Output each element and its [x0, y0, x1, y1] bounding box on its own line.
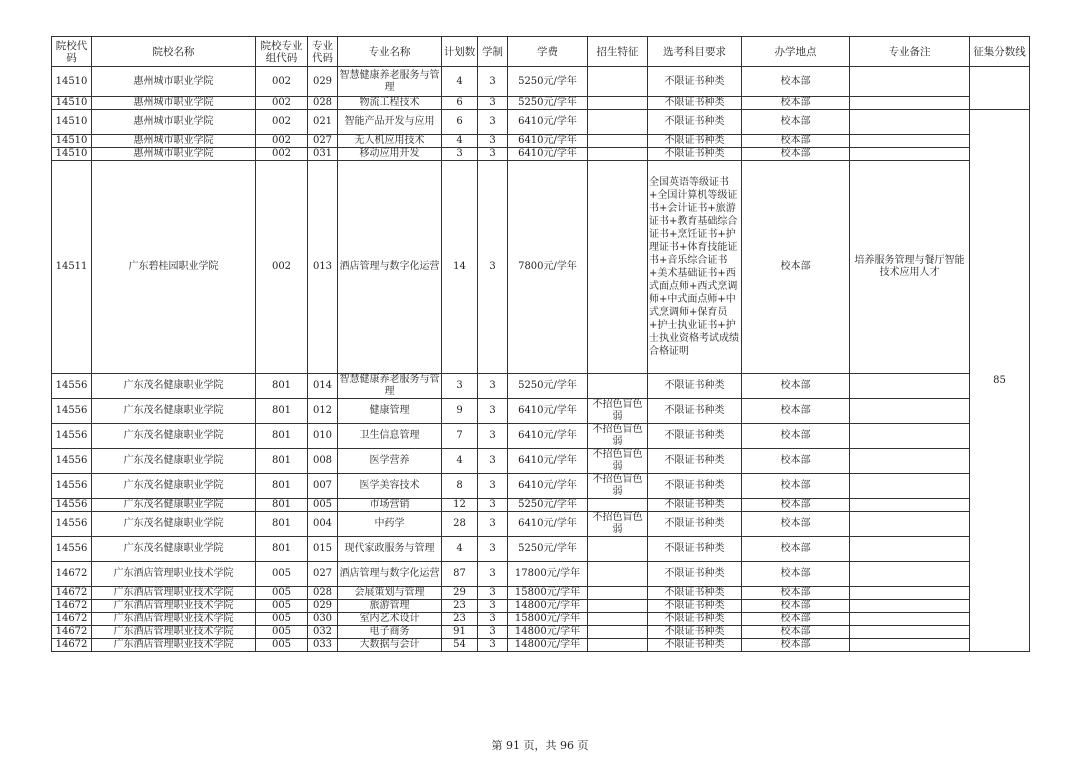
fee-cell: 5250元/学年 — [508, 97, 588, 110]
table-row — [52, 512, 1030, 537]
major-code-cell: 028 — [308, 97, 338, 110]
major-code-cell: 008 — [308, 449, 338, 474]
school-code-cell: 14556 — [52, 449, 92, 474]
major-code-cell: 029 — [308, 67, 338, 97]
header-cell: 学费 — [508, 37, 588, 67]
school-name-cell: 惠州城市职业学院 — [92, 135, 256, 148]
major-name-cell: 市场营销 — [338, 499, 442, 512]
school-code-cell: 14556 — [52, 374, 92, 399]
group-code-cell: 005 — [256, 626, 308, 639]
fee-cell: 6410元/学年 — [508, 399, 588, 424]
years-cell: 3 — [478, 67, 508, 97]
fee-cell: 6410元/学年 — [508, 110, 588, 135]
note-cell — [850, 587, 970, 600]
requirement-cell: 不限证书种类 — [648, 110, 742, 135]
feature-cell — [588, 587, 648, 600]
school-code-cell: 14556 — [52, 499, 92, 512]
requirement-cell: 不限证书种类 — [648, 67, 742, 97]
plan-cell: 4 — [442, 537, 478, 562]
major-name-cell: 无人机应用技术 — [338, 135, 442, 148]
fee-cell: 6410元/学年 — [508, 148, 588, 161]
header-cell: 专业备注 — [850, 37, 970, 67]
years-cell: 3 — [478, 562, 508, 587]
admission-table — [51, 36, 1030, 652]
requirement-cell: 不限证书种类 — [648, 474, 742, 499]
major-code-cell: 030 — [308, 613, 338, 626]
feature-cell: 不招色盲色弱 — [588, 512, 648, 537]
feature-cell — [588, 67, 648, 97]
group-code-cell: 005 — [256, 587, 308, 600]
group-code-cell: 005 — [256, 613, 308, 626]
plan-cell: 6 — [442, 97, 478, 110]
plan-cell: 12 — [442, 499, 478, 512]
major-code-cell: 027 — [308, 135, 338, 148]
major-code-cell: 010 — [308, 424, 338, 449]
fee-cell: 6410元/学年 — [508, 512, 588, 537]
fee-cell: 5250元/学年 — [508, 499, 588, 512]
school-code-cell: 14556 — [52, 399, 92, 424]
header-cell: 征集分数线 — [970, 37, 1030, 67]
table-row — [52, 97, 1030, 110]
major-code-cell: 028 — [308, 587, 338, 600]
years-cell: 3 — [478, 135, 508, 148]
school-name-cell: 广东茂名健康职业学院 — [92, 399, 256, 424]
feature-cell — [588, 562, 648, 587]
major-name-cell: 旅游管理 — [338, 600, 442, 613]
school-code-cell: 14556 — [52, 474, 92, 499]
major-code-cell: 004 — [308, 512, 338, 537]
feature-cell: 不招色盲色弱 — [588, 449, 648, 474]
table-row — [52, 537, 1030, 562]
location-cell: 校本部 — [742, 161, 850, 374]
requirement-cell: 不限证书种类 — [648, 613, 742, 626]
group-code-cell: 801 — [256, 424, 308, 449]
group-code-cell: 005 — [256, 639, 308, 652]
location-cell: 校本部 — [742, 499, 850, 512]
plan-cell: 29 — [442, 587, 478, 600]
plan-cell: 4 — [442, 135, 478, 148]
years-cell: 3 — [478, 512, 508, 537]
plan-cell: 4 — [442, 449, 478, 474]
feature-cell: 不招色盲色弱 — [588, 474, 648, 499]
group-code-cell: 005 — [256, 600, 308, 613]
major-name-cell: 酒店管理与数字化运营 — [338, 562, 442, 587]
fee-cell: 6410元/学年 — [508, 135, 588, 148]
school-code-cell: 14511 — [52, 161, 92, 374]
group-code-cell: 005 — [256, 562, 308, 587]
school-name-cell: 广东碧桂园职业学院 — [92, 161, 256, 374]
major-name-cell: 会展策划与管理 — [338, 587, 442, 600]
requirement-cell: 不限证书种类 — [648, 537, 742, 562]
school-code-cell: 14510 — [52, 110, 92, 135]
feature-cell — [588, 600, 648, 613]
fee-cell: 14800元/学年 — [508, 600, 588, 613]
note-cell — [850, 67, 970, 97]
requirement-cell: 不限证书种类 — [648, 97, 742, 110]
requirement-cell: 不限证书种类 — [648, 587, 742, 600]
feature-cell — [588, 161, 648, 374]
group-code-cell: 002 — [256, 161, 308, 374]
location-cell: 校本部 — [742, 626, 850, 639]
location-cell: 校本部 — [742, 374, 850, 399]
school-name-cell: 广东酒店管理职业技术学院 — [92, 600, 256, 613]
plan-cell: 7 — [442, 424, 478, 449]
years-cell: 3 — [478, 449, 508, 474]
years-cell: 3 — [478, 474, 508, 499]
table-row — [52, 587, 1030, 600]
table-row — [52, 161, 1030, 374]
feature-cell — [588, 374, 648, 399]
major-name-cell: 医学美容技术 — [338, 474, 442, 499]
years-cell: 3 — [478, 399, 508, 424]
major-code-cell: 027 — [308, 562, 338, 587]
fee-cell: 14800元/学年 — [508, 626, 588, 639]
group-code-cell: 801 — [256, 512, 308, 537]
group-code-cell: 801 — [256, 537, 308, 562]
page-footer: 第 91 页，共 96 页 — [491, 739, 589, 752]
school-code-cell: 14672 — [52, 562, 92, 587]
school-name-cell: 惠州城市职业学院 — [92, 67, 256, 97]
location-cell: 校本部 — [742, 449, 850, 474]
school-name-cell: 惠州城市职业学院 — [92, 148, 256, 161]
requirement-cell: 不限证书种类 — [648, 135, 742, 148]
major-code-cell: 005 — [308, 499, 338, 512]
location-cell: 校本部 — [742, 67, 850, 97]
school-name-cell: 广东茂名健康职业学院 — [92, 512, 256, 537]
fee-cell: 6410元/学年 — [508, 424, 588, 449]
table-row — [52, 600, 1030, 613]
school-name-cell: 广东酒店管理职业技术学院 — [92, 639, 256, 652]
fee-cell: 5250元/学年 — [508, 67, 588, 97]
score-line-cell-empty — [970, 67, 1030, 110]
major-code-cell: 031 — [308, 148, 338, 161]
school-code-cell: 14556 — [52, 512, 92, 537]
location-cell: 校本部 — [742, 512, 850, 537]
years-cell: 3 — [478, 613, 508, 626]
note-cell — [850, 613, 970, 626]
table-row — [52, 639, 1030, 652]
major-name-cell: 健康管理 — [338, 399, 442, 424]
requirement-cell: 不限证书种类 — [648, 512, 742, 537]
note-cell — [850, 110, 970, 135]
years-cell: 3 — [478, 374, 508, 399]
location-cell: 校本部 — [742, 562, 850, 587]
major-name-cell: 智慧健康养老服务与管理 — [339, 374, 440, 397]
table-row — [52, 474, 1030, 499]
feature-cell — [588, 613, 648, 626]
note-cell — [850, 97, 970, 110]
major-code-cell: 021 — [308, 110, 338, 135]
plan-cell: 3 — [442, 148, 478, 161]
table-row — [52, 562, 1030, 587]
plan-cell: 23 — [442, 600, 478, 613]
note-cell — [850, 562, 970, 587]
location-cell: 校本部 — [742, 613, 850, 626]
years-cell: 3 — [478, 639, 508, 652]
feature-cell — [588, 148, 648, 161]
major-name-cell: 大数据与会计 — [338, 639, 442, 652]
header-cell: 招生特征 — [588, 37, 648, 67]
table-row — [52, 399, 1030, 424]
feature-cell — [588, 97, 648, 110]
fee-cell: 6410元/学年 — [508, 449, 588, 474]
note-cell — [850, 512, 970, 537]
note-cell — [850, 135, 970, 148]
table-row — [52, 110, 1030, 135]
feature-cell — [588, 110, 648, 135]
note-cell — [850, 600, 970, 613]
note-cell — [850, 449, 970, 474]
score-line-cell: 85 — [970, 110, 1030, 652]
location-cell: 校本部 — [742, 148, 850, 161]
school-code-cell: 14672 — [52, 600, 92, 613]
fee-cell: 17800元/学年 — [508, 562, 588, 587]
school-code-cell: 14672 — [52, 613, 92, 626]
feature-cell — [588, 135, 648, 148]
major-name-cell: 卫生信息管理 — [338, 424, 442, 449]
location-cell: 校本部 — [742, 474, 850, 499]
location-cell: 校本部 — [742, 537, 850, 562]
note-cell: 培养服务管理与餐厅智能技术应用人才 — [850, 161, 970, 374]
school-code-cell: 14672 — [52, 626, 92, 639]
requirement-cell: 不限证书种类 — [648, 626, 742, 639]
note-cell — [850, 374, 970, 399]
school-name-cell: 广东茂名健康职业学院 — [92, 449, 256, 474]
feature-cell — [588, 499, 648, 512]
plan-cell: 8 — [442, 474, 478, 499]
group-code-cell: 801 — [256, 374, 308, 399]
header-cell: 院校专业组代码 — [256, 37, 308, 67]
location-cell: 校本部 — [742, 424, 850, 449]
school-name-cell: 广东酒店管理职业技术学院 — [92, 587, 256, 600]
plan-cell: 6 — [442, 110, 478, 135]
years-cell: 3 — [478, 600, 508, 613]
school-code-cell: 14672 — [52, 639, 92, 652]
admission-table-sheet — [51, 36, 1029, 719]
header-cell: 计划数 — [442, 37, 478, 67]
header-cell: 专业名称 — [338, 37, 442, 67]
school-name-cell: 广东茂名健康职业学院 — [92, 474, 256, 499]
years-cell: 3 — [478, 97, 508, 110]
major-code-cell: 012 — [308, 399, 338, 424]
note-cell — [850, 639, 970, 652]
major-name-cell: 电子商务 — [338, 626, 442, 639]
table-row — [52, 613, 1030, 626]
school-name-cell: 广东茂名健康职业学院 — [92, 374, 256, 399]
school-name-cell: 广东茂名健康职业学院 — [92, 424, 256, 449]
table-row — [52, 499, 1030, 512]
group-code-cell: 002 — [256, 135, 308, 148]
fee-cell: 15800元/学年 — [508, 613, 588, 626]
table-row — [52, 135, 1030, 148]
group-code-cell: 002 — [256, 148, 308, 161]
plan-cell: 3 — [442, 374, 478, 399]
school-name-cell: 惠州城市职业学院 — [92, 110, 256, 135]
group-code-cell: 801 — [256, 399, 308, 424]
school-code-cell: 14672 — [52, 587, 92, 600]
group-code-cell: 801 — [256, 449, 308, 474]
school-name-cell: 广东酒店管理职业技术学院 — [92, 613, 256, 626]
fee-cell: 5250元/学年 — [508, 537, 588, 562]
location-cell: 校本部 — [742, 110, 850, 135]
table-row — [52, 67, 1030, 97]
school-code-cell: 14510 — [52, 97, 92, 110]
header-row — [52, 37, 1030, 67]
years-cell: 3 — [478, 537, 508, 562]
fee-cell: 7800元/学年 — [508, 161, 588, 374]
school-code-cell: 14556 — [52, 537, 92, 562]
fee-cell: 5250元/学年 — [508, 374, 588, 399]
major-code-cell: 014 — [308, 374, 338, 399]
major-name-cell: 酒店管理与数字化运营 — [338, 161, 442, 374]
location-cell: 校本部 — [742, 97, 850, 110]
plan-cell: 14 — [442, 161, 478, 374]
years-cell: 3 — [478, 424, 508, 449]
table-row — [52, 626, 1030, 639]
group-code-cell: 002 — [256, 97, 308, 110]
major-name-cell: 现代家政服务与管理 — [338, 537, 442, 562]
school-name-cell: 广东茂名健康职业学院 — [92, 499, 256, 512]
note-cell — [850, 626, 970, 639]
major-name-cell: 物流工程技术 — [338, 97, 442, 110]
school-name-cell: 广东酒店管理职业技术学院 — [92, 562, 256, 587]
group-code-cell: 002 — [256, 67, 308, 97]
plan-cell: 4 — [442, 67, 478, 97]
feature-cell: 不招色盲色弱 — [588, 399, 648, 424]
table-row — [52, 449, 1030, 474]
major-code-cell: 015 — [308, 537, 338, 562]
table-body — [52, 67, 1030, 652]
table-row — [52, 424, 1030, 449]
header-cell: 学制 — [478, 37, 508, 67]
feature-cell — [588, 626, 648, 639]
fee-cell: 6410元/学年 — [508, 474, 588, 499]
major-code-cell: 033 — [308, 639, 338, 652]
plan-cell: 28 — [442, 512, 478, 537]
major-name-cell: 智能产品开发与应用 — [338, 110, 442, 135]
major-name-cell: 智慧健康养老服务与管理 — [338, 67, 442, 97]
header-cell: 办学地点 — [742, 37, 850, 67]
years-cell: 3 — [478, 587, 508, 600]
note-cell — [850, 424, 970, 449]
years-cell: 3 — [478, 499, 508, 512]
requirement-cell: 不限证书种类 — [648, 374, 742, 399]
school-name-cell: 广东酒店管理职业技术学院 — [92, 626, 256, 639]
school-code-cell: 14510 — [52, 67, 92, 97]
header-cell: 专业代码 — [308, 37, 338, 67]
major-name-cell: 室内艺术设计 — [338, 613, 442, 626]
requirement-cell: 不限证书种类 — [648, 562, 742, 587]
plan-cell: 23 — [442, 613, 478, 626]
header-cell: 院校名称 — [92, 37, 256, 67]
fee-cell: 15800元/学年 — [508, 587, 588, 600]
header-cell: 选考科目要求 — [648, 37, 742, 67]
note-cell — [850, 499, 970, 512]
years-cell: 3 — [478, 161, 508, 374]
feature-cell — [588, 537, 648, 562]
requirement-cell: 不限证书种类 — [648, 499, 742, 512]
fee-cell: 14800元/学年 — [508, 639, 588, 652]
table-row — [52, 148, 1030, 161]
location-cell: 校本部 — [742, 639, 850, 652]
school-code-cell: 14556 — [52, 424, 92, 449]
requirement-cell: 不限证书种类 — [648, 424, 742, 449]
requirement-cell: 不限证书种类 — [648, 399, 742, 424]
major-code-cell: 007 — [308, 474, 338, 499]
feature-cell: 不招色盲色弱 — [588, 424, 648, 449]
plan-cell: 54 — [442, 639, 478, 652]
plan-cell: 87 — [442, 562, 478, 587]
requirement-cell: 不限证书种类 — [648, 600, 742, 613]
location-cell: 校本部 — [742, 587, 850, 600]
requirement-cell: 不限证书种类 — [648, 449, 742, 474]
location-cell: 校本部 — [742, 399, 850, 424]
group-code-cell: 801 — [256, 499, 308, 512]
note-cell — [850, 537, 970, 562]
note-cell — [850, 399, 970, 424]
requirement-cell: 不限证书种类 — [648, 148, 742, 161]
major-name-cell: 医学营养 — [338, 449, 442, 474]
years-cell: 3 — [478, 626, 508, 639]
plan-cell: 91 — [442, 626, 478, 639]
years-cell: 3 — [478, 148, 508, 161]
years-cell: 3 — [478, 110, 508, 135]
header-cell: 院校代码 — [52, 37, 92, 67]
group-code-cell: 801 — [256, 474, 308, 499]
note-cell — [850, 148, 970, 161]
school-code-cell: 14510 — [52, 148, 92, 161]
school-name-cell: 广东茂名健康职业学院 — [92, 537, 256, 562]
major-name-cell: 中药学 — [338, 512, 442, 537]
note-cell — [850, 474, 970, 499]
major-code-cell: 032 — [308, 626, 338, 639]
requirement-cell: 不限证书种类 — [648, 639, 742, 652]
location-cell: 校本部 — [742, 600, 850, 613]
major-code-cell: 013 — [308, 161, 338, 374]
table-row — [52, 374, 1030, 399]
major-name-cell: 移动应用开发 — [338, 148, 442, 161]
location-cell: 校本部 — [742, 135, 850, 148]
requirement-cell: 全国英语等级证书+全国计算机等级证书+会计证书+旅游证书+教育基础综合证书+烹饪证书+护理证书+体育技能证书+音乐综合证书+美术基础证书+西式面点师+西式烹调师+中式面点师+中式烹调师+保育员+护士执业证书+护士执业资格考试成绩合格证明 — [648, 161, 742, 374]
major-code-cell: 029 — [308, 600, 338, 613]
school-name-cell: 惠州城市职业学院 — [92, 97, 256, 110]
feature-cell — [588, 639, 648, 652]
plan-cell: 9 — [442, 399, 478, 424]
group-code-cell: 002 — [256, 110, 308, 135]
school-code-cell: 14510 — [52, 135, 92, 148]
